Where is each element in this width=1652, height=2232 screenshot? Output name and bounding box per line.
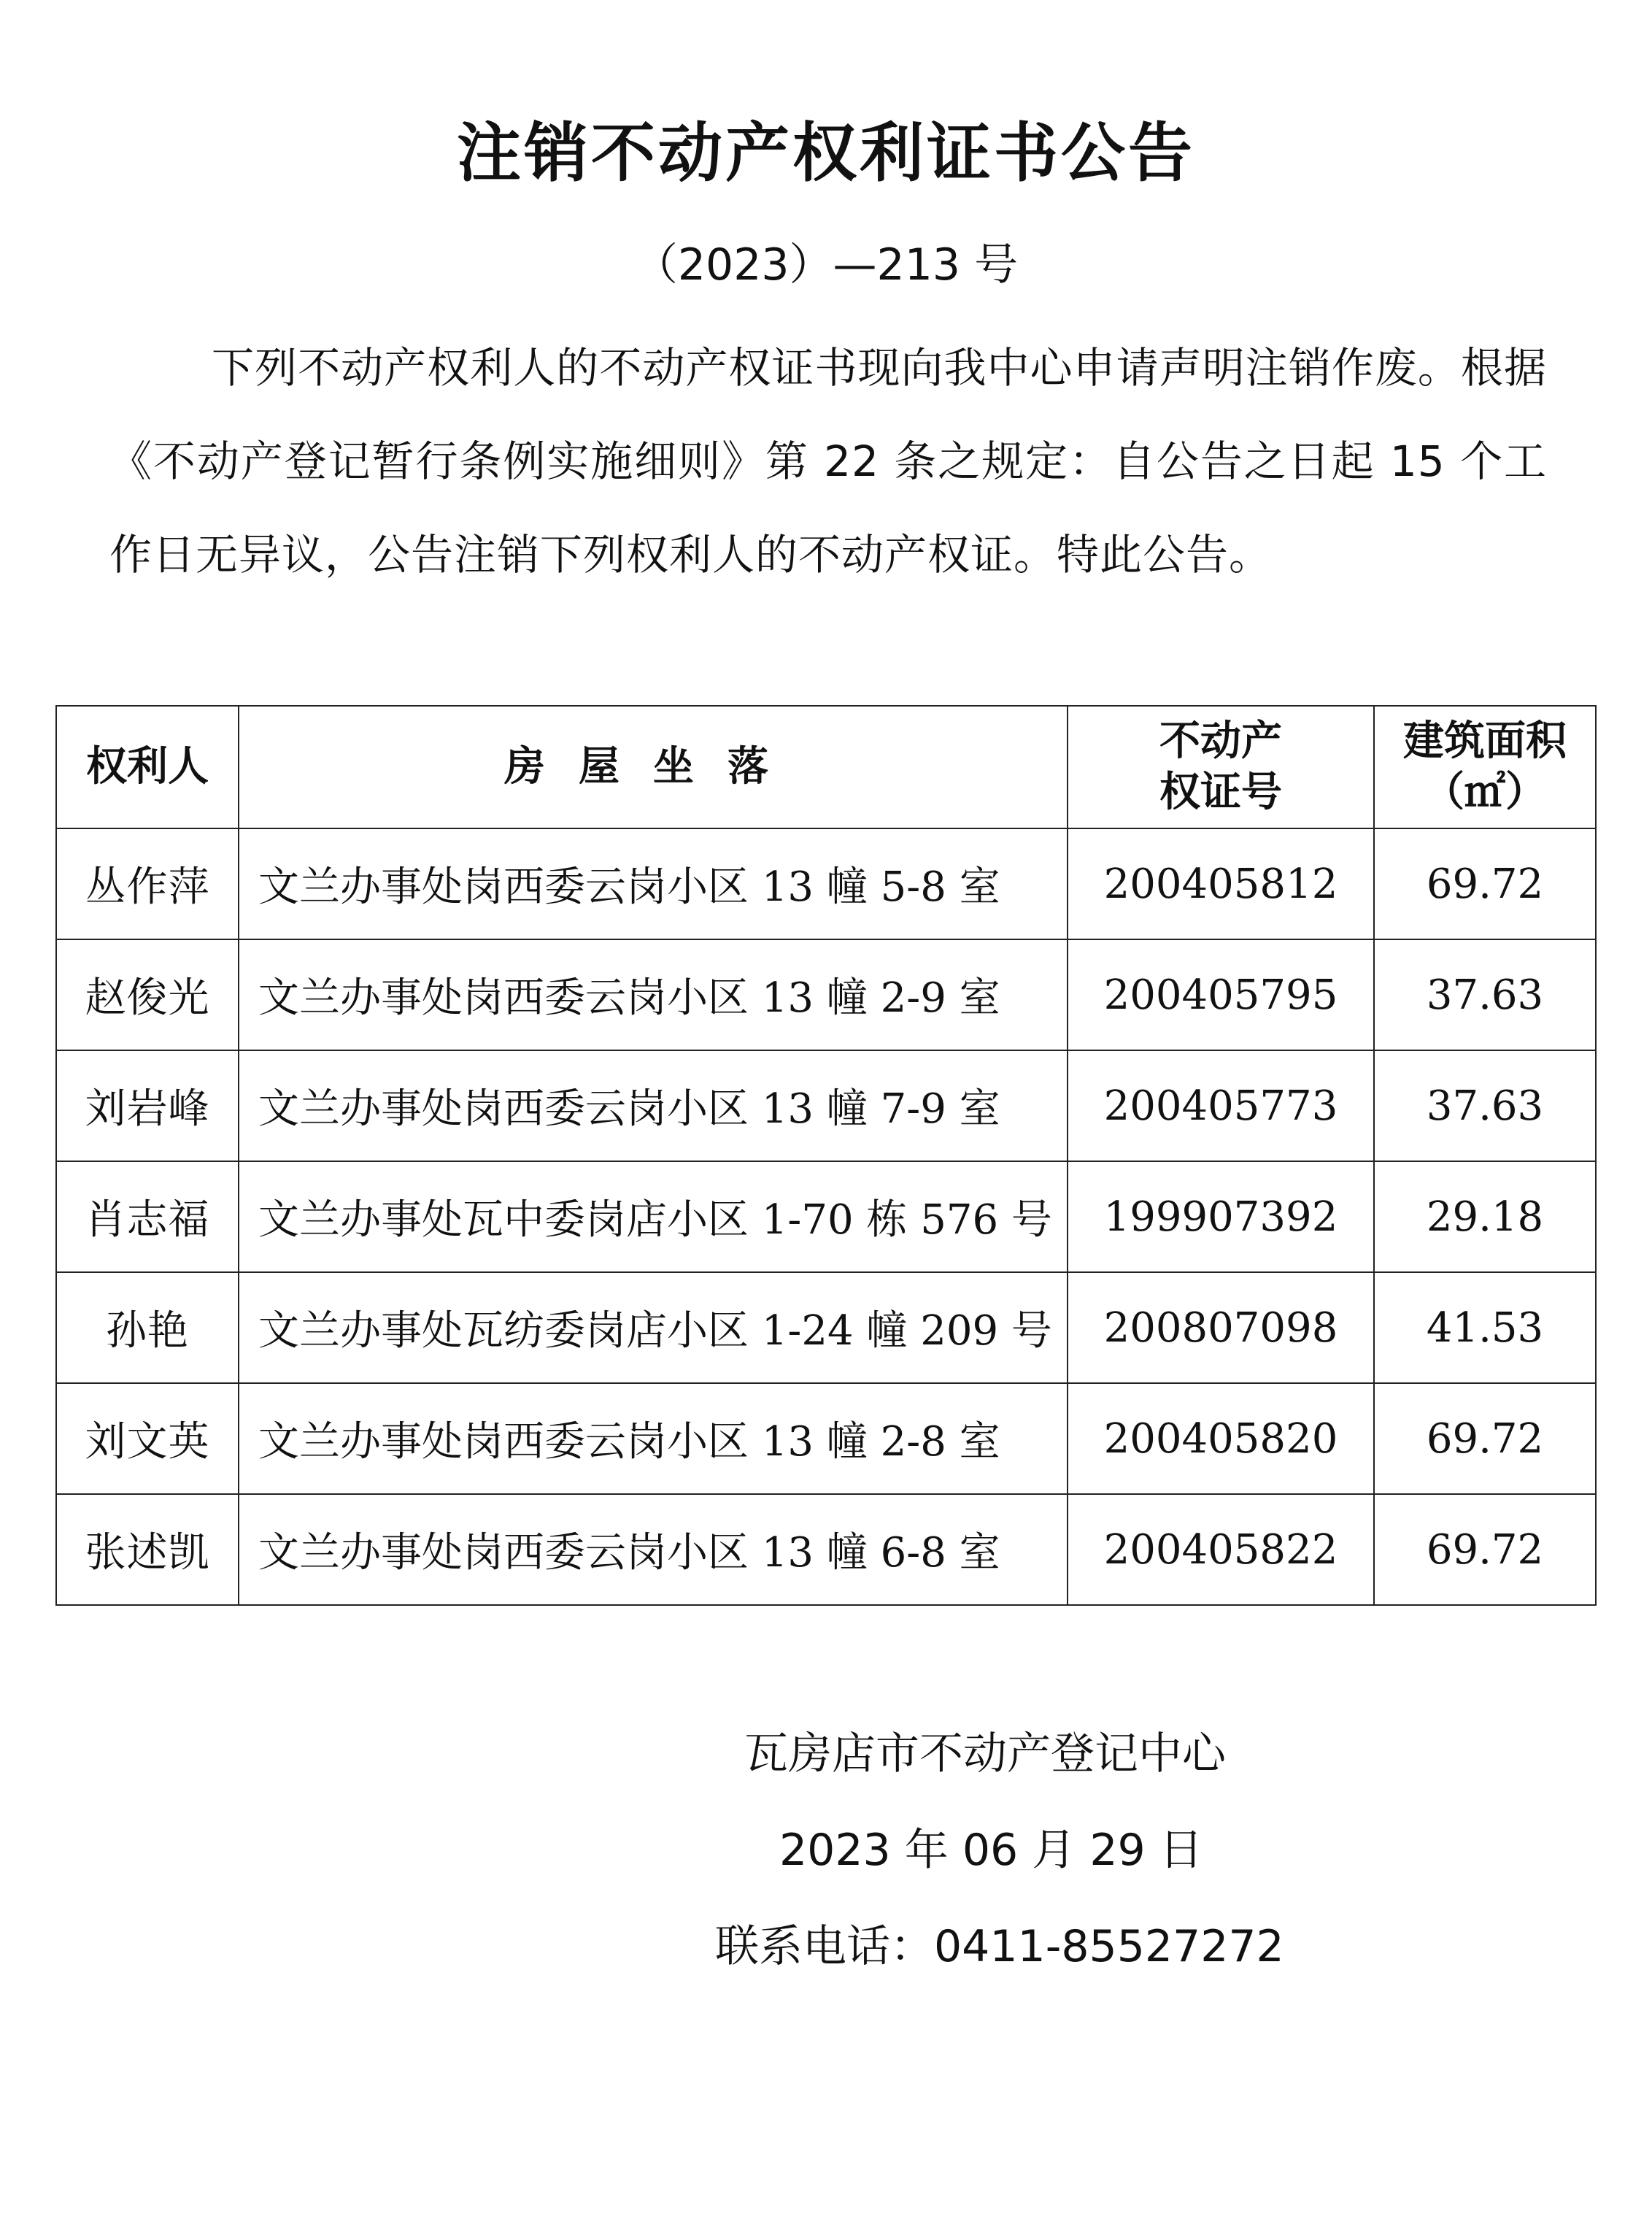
header-area-line1: 建筑面积 <box>1403 717 1567 765</box>
table-row <box>56 828 1596 939</box>
issuing-organization: 瓦房店市不动产登记中心 <box>744 1728 1226 1779</box>
cert-cell: 200807098 <box>1068 1272 1374 1383</box>
contact-phone: 联系电话：0411-85527272 <box>715 1921 1284 1972</box>
area-cell: 69.72 <box>1374 1494 1596 1605</box>
address-cell: 文兰办事处岗西委云岗小区 13 幢 7-9 室 <box>239 1050 1068 1161</box>
header-address-label: 房屋坐落 <box>504 743 802 790</box>
table-row <box>56 1383 1596 1494</box>
area-cell: 29.18 <box>1374 1161 1596 1272</box>
cert-cell: 200405812 <box>1068 828 1374 939</box>
cert-cell: 200405822 <box>1068 1494 1374 1605</box>
area-cell: 37.63 <box>1374 939 1596 1050</box>
area-cell: 69.72 <box>1374 1383 1596 1494</box>
address-cell: 文兰办事处瓦纺委岗店小区 1-24 幢 209 号 <box>239 1272 1068 1383</box>
owner-cell: 刘岩峰 <box>56 1050 239 1161</box>
header-cert-line2: 权证号 <box>1159 769 1282 816</box>
owner-cell: 刘文英 <box>56 1383 239 1494</box>
document-number: （2023）—213 号 <box>633 239 1019 290</box>
owner-cell: 赵俊光 <box>56 939 239 1050</box>
address-cell: 文兰办事处岗西委云岗小区 13 幢 2-9 室 <box>239 939 1068 1050</box>
area-cell: 37.63 <box>1374 1050 1596 1161</box>
cert-cell: 200405795 <box>1068 939 1374 1050</box>
cert-cell: 200405773 <box>1068 1050 1374 1161</box>
table-row <box>56 939 1596 1050</box>
owner-cell: 肖志福 <box>56 1161 239 1272</box>
address-cell: 文兰办事处岗西委云岗小区 13 幢 5-8 室 <box>239 828 1068 939</box>
owner-cell: 丛作萍 <box>56 828 239 939</box>
table-row <box>56 1050 1596 1161</box>
table-header-row <box>56 706 1596 828</box>
issue-date: 2023 年 06 月 29 日 <box>779 1825 1203 1876</box>
notice-body: 下列不动产权利人的不动产权证书现向我中心申请声明注销作废。根据《不动产登记暂行条例实施细则》第 22 条之规定：自公告之日起 15 个工作日无异议，公告注销下列权利人的不动产权证。特此公告。 <box>109 343 1547 580</box>
table-row <box>56 1494 1596 1605</box>
header-area-line2: （㎡） <box>1424 769 1546 816</box>
owner-cell: 张述凯 <box>56 1494 239 1605</box>
header-address <box>239 706 1068 828</box>
cert-cell: 199907392 <box>1068 1161 1374 1272</box>
header-cert-number <box>1068 706 1374 828</box>
notice-title: 注销不动产权利证书公告 <box>456 115 1195 191</box>
table-row <box>56 1272 1596 1383</box>
address-cell: 文兰办事处岗西委云岗小区 13 幢 6-8 室 <box>239 1494 1068 1605</box>
header-cert-line1: 不动产 <box>1159 717 1282 765</box>
table-row <box>56 1161 1596 1272</box>
address-cell: 文兰办事处瓦中委岗店小区 1-70 栋 576 号 <box>239 1161 1068 1272</box>
cert-cell: 200405820 <box>1068 1383 1374 1494</box>
area-cell: 41.53 <box>1374 1272 1596 1383</box>
address-cell: 文兰办事处岗西委云岗小区 13 幢 2-8 室 <box>239 1383 1068 1494</box>
header-area <box>1374 706 1596 828</box>
header-owner: 权利人 <box>56 706 239 828</box>
owner-cell: 孙艳 <box>56 1272 239 1383</box>
certificate-table <box>55 705 1597 1606</box>
area-cell: 69.72 <box>1374 828 1596 939</box>
